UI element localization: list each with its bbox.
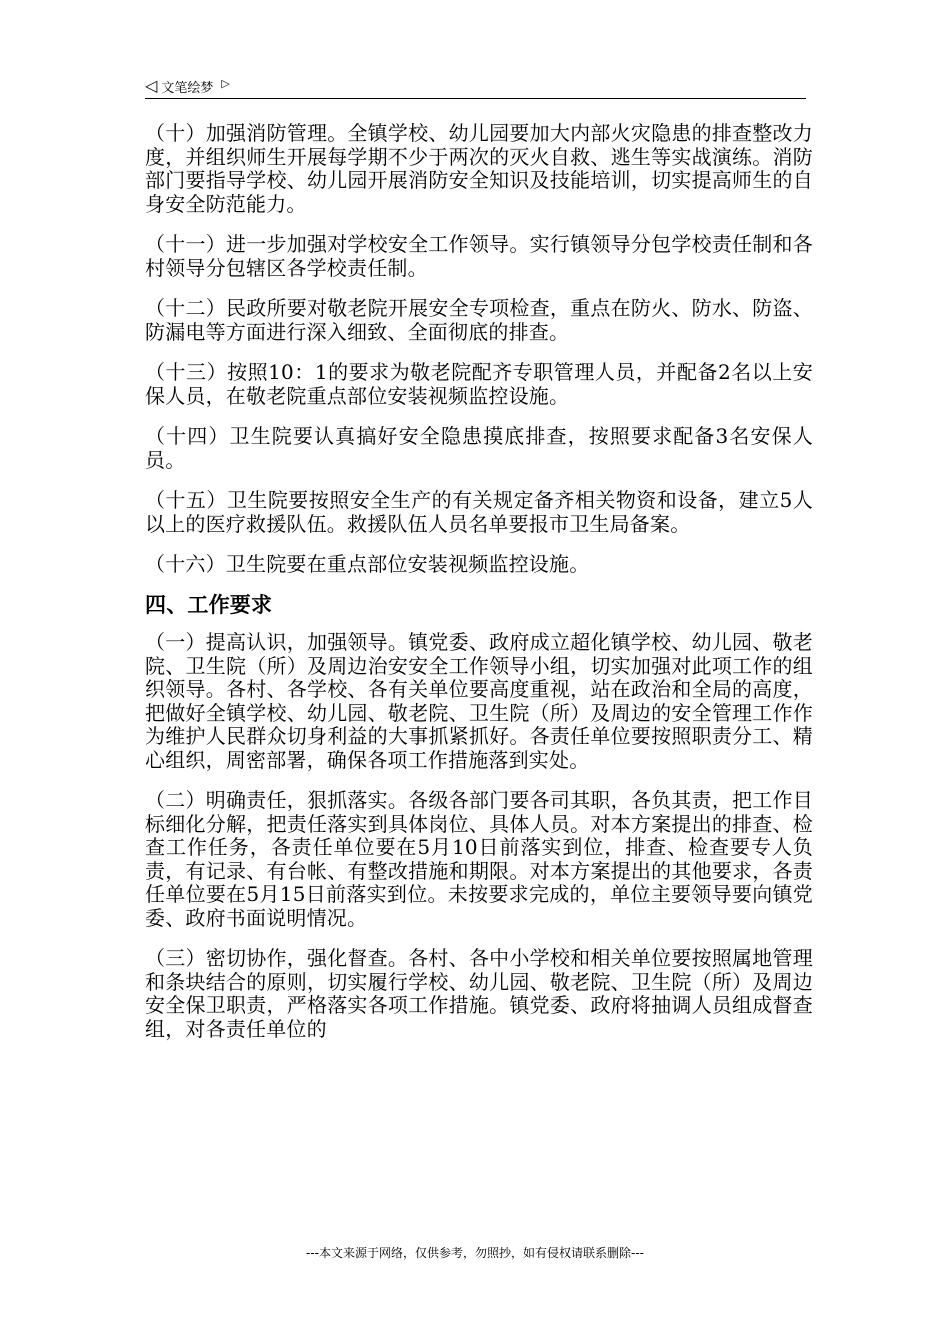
triangle-left-icon: ◁ <box>145 76 158 95</box>
paragraph-13: （十三）按照10：1的要求为敬老院配齐专职管理人员，并配备2名以上安保人员，在敬老院重点部位安装视频监控设施。 <box>145 360 813 408</box>
paragraph-11: （十一）进一步加强对学校安全工作领导。实行镇领导分包学校责任制和各村领导分包辖区各学校责任制。 <box>145 232 813 280</box>
requirement-2: （二）明确责任，狠抓落实。各级各部门要各司其职，各负其责，把工作目标细化分解，把责任落实到具体岗位、具体人员。对本方案提出的排查、检查工作任务，各责任单位要在5月10日前落实到位，排查、检查要专人负责，有记录、有台帐、有整改措施和期限。对本方案提出的其他要求，各责任单位要在5月15日前落实到位。未按要求完成的，单位主要领导要向镇党委、政府书面说明情况。 <box>145 788 813 930</box>
paragraph-10: （十）加强消防管理。全镇学校、幼儿园要加大内部火灾隐患的排查整改力度，并组织师生开展每学期不少于两次的灭火自救、逃生等实战演练。消防部门要指导学校、幼儿园开展消防安全知识及技能培训，切实提高师生的自身安全防范能力。 <box>145 121 813 216</box>
requirement-3: （三）密切协作，强化督查。各村、各中小学校和相关单位要按照属地管理和条块结合的原则，切实履行学校、幼儿园、敬老院、卫生院（所）及周边安全保卫职责，严格落实各项工作措施。镇党委、政府将抽调人员组成督查组，对各责任单位的 <box>145 946 813 1041</box>
paragraph-16: （十六）卫生院要在重点部位安装视频监控设施。 <box>145 552 590 576</box>
header-brand: 文笔绘梦 <box>161 80 214 96</box>
section-title: 四、工作要求 <box>145 592 273 617</box>
paragraph-15: （十五）卫生院要按照安全生产的有关规定备齐相关物资和设备，建立5人以上的医疗救援队伍。救援队伍人员名单要报市卫生局备案。 <box>145 488 813 536</box>
page-header <box>145 74 806 99</box>
requirement-1: （一）提高认识，加强领导。镇党委、政府成立超化镇学校、幼儿园、敬老院、卫生院（所）及周边治安安全工作领导小组，切实加强对此项工作的组织领导。各村、各学校、各有关单位要高度重视，站在政治和全局的高度，把做好全镇学校、幼儿园、敬老院、卫生院（所）及周边的安全管理工作作为维护人民群众切身利益的大事抓紧抓好。各责任单位要按照职责分工、精心组织，周密部署，确保各项工作措施落到实处。 <box>145 630 813 772</box>
triangle-right-icon: ▷ <box>221 76 230 90</box>
paragraph-14: （十四）卫生院要认真搞好安全隐患摸底排查，按照要求配备3名安保人员。 <box>145 424 813 472</box>
paragraph-12: （十二）民政所要对敬老院开展安全专项检查，重点在防火、防水、防盗、防漏电等方面进行深入细致、全面彻底的排查。 <box>145 296 813 344</box>
page-footer: ---本文来源于网络，仅供参考，勿照抄，如有侵权请联系删除--- <box>306 1246 644 1260</box>
document-body <box>145 122 813 1058</box>
